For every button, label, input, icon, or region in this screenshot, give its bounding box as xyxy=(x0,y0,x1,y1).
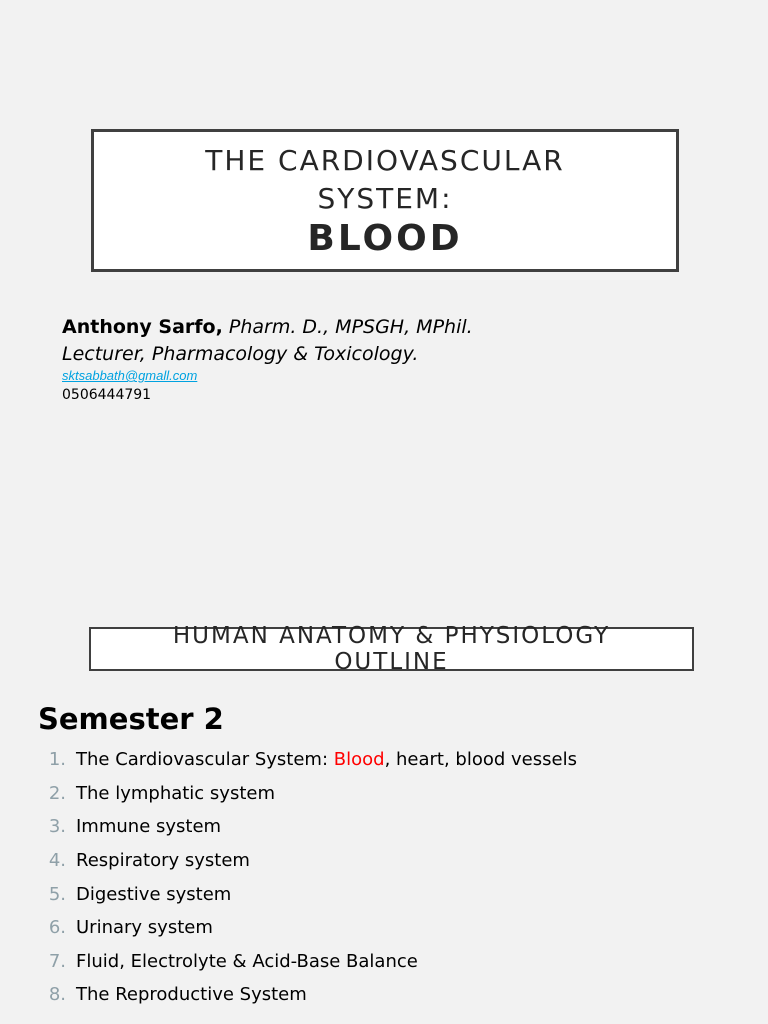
list-text: The Reproductive System xyxy=(76,984,307,1006)
list-text: Digestive system xyxy=(76,883,232,905)
email-link[interactable]: sktsabbath@gmall.com xyxy=(62,368,198,383)
list-number: 2. xyxy=(48,782,66,804)
list-number: 6. xyxy=(48,917,66,939)
list-item xyxy=(0,743,768,777)
list-number: 3. xyxy=(48,816,66,838)
outline-title-line-1: HUMAN ANATOMY & PHYSIOLOGY xyxy=(172,623,611,649)
slide-outline xyxy=(0,600,768,1024)
title-line-1: THE CARDIOVASCULAR xyxy=(205,144,565,177)
title-strong: BLOOD xyxy=(307,218,463,259)
phone-number: 0506444791 xyxy=(62,387,152,403)
title-box xyxy=(91,129,679,272)
list-text-after: , heart, blood vessels xyxy=(384,749,577,771)
list-item xyxy=(0,777,768,811)
list-number: 7. xyxy=(48,950,66,972)
author-role: Lecturer, Pharmacology & Toxicology. xyxy=(62,343,419,365)
outline-list xyxy=(0,743,768,1012)
list-item xyxy=(0,945,768,979)
list-text xyxy=(76,749,577,770)
outline-title-box xyxy=(89,623,694,675)
author-block xyxy=(62,314,473,368)
list-text: Urinary system xyxy=(76,917,213,939)
semester-heading: Semester 2 xyxy=(38,702,224,736)
list-number: 1. xyxy=(48,749,66,771)
list-text: The lymphatic system xyxy=(76,782,276,804)
list-number: 4. xyxy=(48,850,66,872)
list-item xyxy=(0,877,768,911)
list-item xyxy=(0,844,768,878)
author-credentials: Pharm. D., MPSGH, MPhil. xyxy=(222,316,473,338)
author-name: Anthony Sarfo, xyxy=(62,316,223,338)
list-number: 5. xyxy=(48,883,66,905)
list-number: 8. xyxy=(48,984,66,1006)
title-line-2: SYSTEM: xyxy=(317,182,453,215)
list-item xyxy=(0,978,768,1012)
list-text: Immune system xyxy=(76,816,222,838)
list-text-highlight: Blood xyxy=(333,749,385,771)
list-item xyxy=(0,810,768,844)
list-text-before: The Cardiovascular System: xyxy=(76,749,334,771)
list-text: Fluid, Electrolyte & Acid-Base Balance xyxy=(76,950,418,972)
list-item xyxy=(0,911,768,945)
list-text: Respiratory system xyxy=(76,850,250,872)
outline-title-line-2: OUTLINE xyxy=(334,649,449,675)
